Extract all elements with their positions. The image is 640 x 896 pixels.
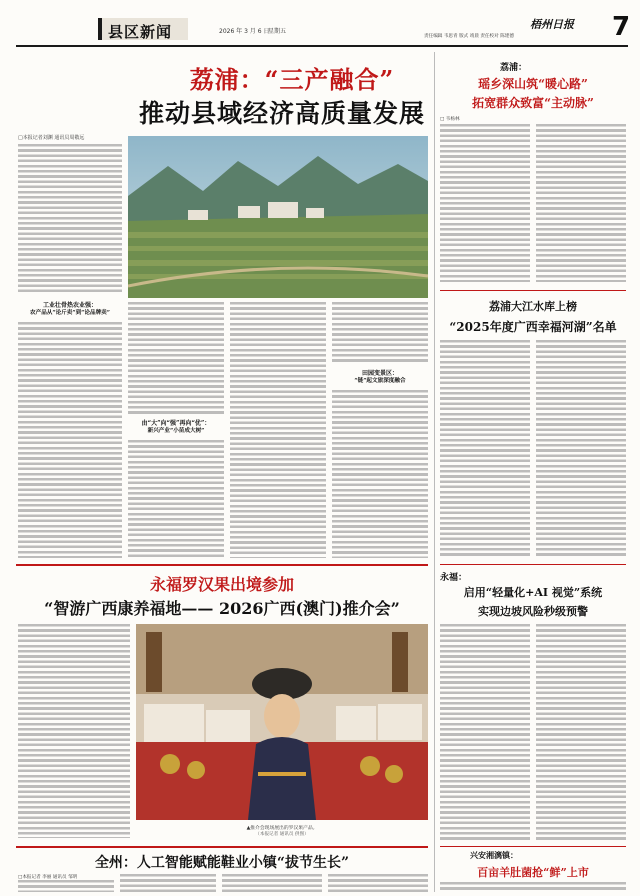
side2-title1: 荔浦大江水库上榜 [489, 300, 577, 313]
side3-title1: 启用“轻量化+AI 视觉”系统 [463, 586, 603, 599]
feature-photo [136, 624, 428, 820]
lead-col-2b [128, 440, 224, 558]
section-title: 县区新闻 [108, 23, 173, 41]
feature-col-1 [18, 624, 130, 838]
side1-col-b [536, 124, 626, 282]
lead-col-4a [332, 302, 428, 364]
side4-col [440, 882, 626, 892]
side1-title2: 拓宽群众致富“主动脉” [472, 96, 594, 110]
page-number: 7 [612, 12, 631, 42]
side-rule-3 [440, 846, 626, 847]
editor-line: 责任编辑 韦思青 版式 靖晨 责任校对 陈建德 [424, 34, 514, 39]
lead-sub1b: 农产品从“论斤卖”到“论品牌卖” [30, 310, 110, 316]
lead-col-1a [18, 144, 122, 294]
bottom-col-1 [18, 880, 114, 892]
lead-sub2b: 新兴产业“小苗成大树” [147, 428, 205, 434]
lead-col-1b [18, 322, 122, 558]
bottom-col-4 [328, 874, 428, 892]
issue-weekday: 星期五 [268, 28, 287, 35]
paper-name: 梧州日报 [530, 18, 574, 31]
side1-col-a [440, 124, 530, 282]
lead-sub3b: “链”起文旅深度融合 [354, 378, 406, 384]
lead-col-4b [332, 390, 428, 558]
issue-date: 2026 年 3 月 6 日 [219, 28, 270, 35]
feature-rule-top [16, 564, 428, 566]
column-divider [434, 52, 435, 892]
side2-col-b [536, 340, 626, 558]
lead-kicker: 荔浦：“三产融合” [189, 65, 395, 94]
side1-kicker: 荔浦： [500, 63, 528, 73]
feature-title1: 永福罗汉果出境参加 [149, 575, 294, 594]
feature-credit: （本报记者 通讯员 供图） [255, 832, 309, 837]
lead-photo [128, 136, 428, 298]
bottom-col-3 [222, 874, 322, 892]
side-rule-2 [440, 564, 626, 565]
lead-byline: □本报记者刘渊 通讯员周敬远 [18, 135, 85, 141]
bottom-col-2 [120, 874, 216, 892]
lead-sub2: 由“大”向“强”再向“优”： [141, 420, 211, 427]
lead-title: 推动县域经济高质量发展 [138, 99, 425, 128]
side1-byline: □ 韦杨林 [440, 117, 460, 122]
side3-col-a [440, 624, 530, 840]
side2-title2: “2025年度广西幸福河湖”名单 [449, 320, 617, 334]
lead-sub1: 工业壮骨热农业强： [42, 302, 97, 309]
lead-sub3: 田园变景区： [361, 370, 398, 377]
side2-col-a [440, 340, 530, 558]
side1-title1: 瑶乡深山筑“暖心路” [478, 77, 588, 91]
side4-title: 百亩羊肚菌抢“鲜”上市 [477, 866, 589, 879]
feature-title2: “智游广西康养福地—— 2026广西(澳门)推介会” [44, 599, 400, 618]
lead-col-2a [128, 302, 224, 414]
lead-col-3 [230, 302, 326, 558]
bottom-title: 全州：人工智能赋能鞋业小镇“拔节生长” [94, 855, 350, 871]
side4-kicker: 兴安湘漓镇： [470, 850, 518, 860]
bottom-rule [16, 846, 428, 848]
side-rule-1 [440, 290, 626, 291]
feature-caption: ▲推介会现场展出的罗汉果产品。 [246, 826, 318, 831]
bottom-byline: □本报记者 李丽 通讯员 邹明 [18, 875, 78, 880]
side3-col-b [536, 624, 626, 840]
side3-title2: 实现边坡风险秒级预警 [478, 605, 588, 618]
side3-kicker: 永福： [440, 573, 468, 583]
masthead-rule [16, 45, 628, 47]
masthead [16, 12, 631, 44]
